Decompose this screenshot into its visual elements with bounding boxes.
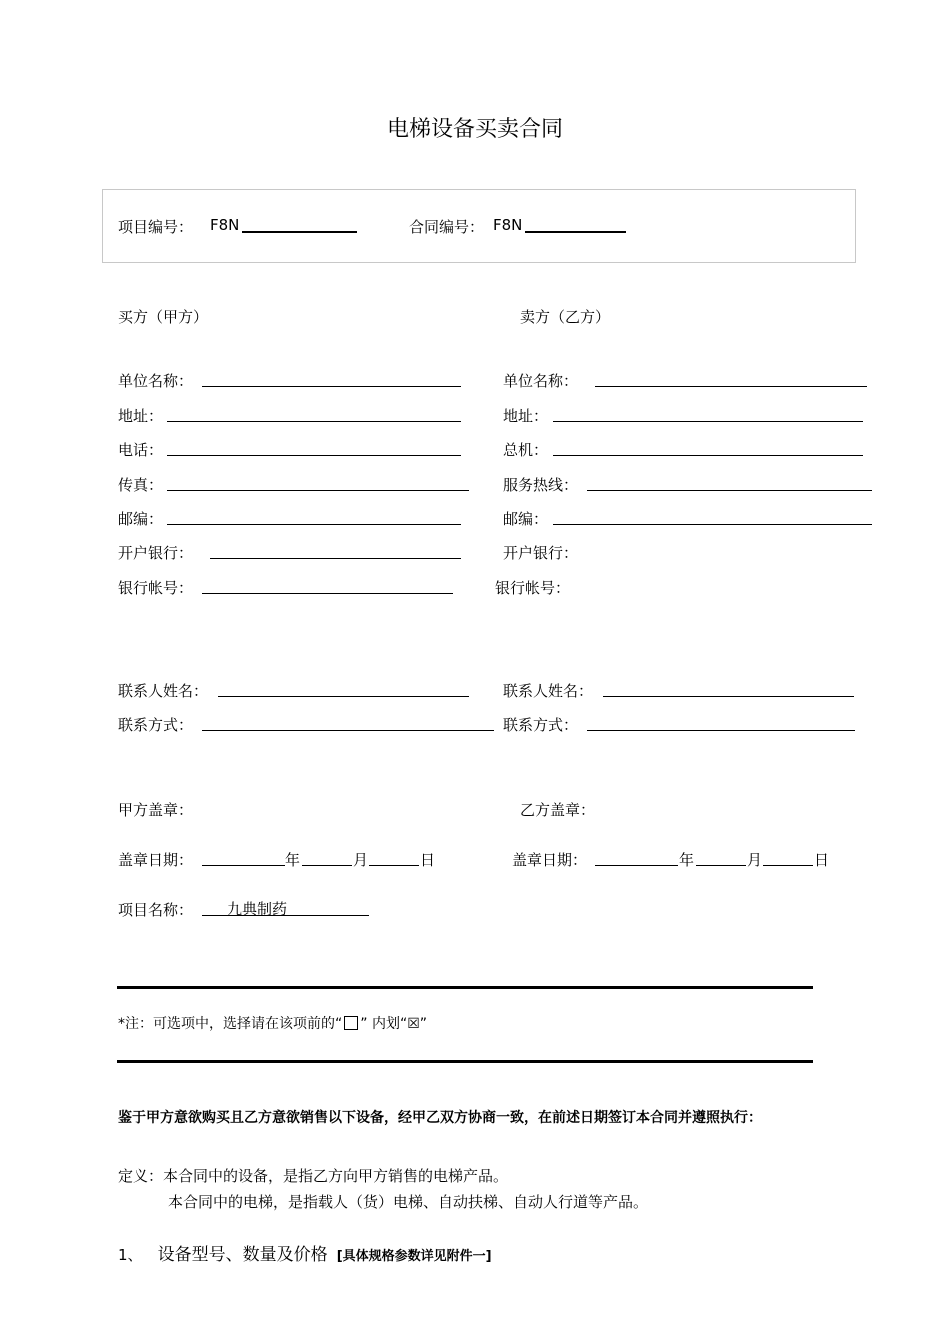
- seller-heading: 卖方（乙方）: [520, 308, 611, 326]
- buyer-seal-month-field[interactable]: [302, 865, 352, 866]
- seller-contact-method-label: 联系方式：: [503, 716, 579, 734]
- buyer-phone-field[interactable]: [167, 455, 461, 456]
- checkbox-checked-icon: ☒: [407, 1016, 420, 1032]
- buyer-postcode-label: 邮编：: [118, 510, 164, 528]
- definition-line-2: 本合同中的电梯，是指载人（货）电梯、自动扶梯、自动人行道等产品。: [168, 1193, 649, 1211]
- buyer-postcode-field[interactable]: [167, 524, 461, 525]
- section-1-note: [具体规格参数详见附件一]: [336, 1249, 492, 1264]
- seller-unit-field[interactable]: [595, 386, 867, 387]
- seller-contact-method-field[interactable]: [587, 730, 855, 731]
- section-1-heading: [118, 1240, 492, 1265]
- seller-bank-label: 开户银行：: [503, 544, 579, 562]
- buyer-bank-field[interactable]: [210, 558, 461, 559]
- seller-month-unit: 月: [747, 851, 763, 869]
- definition-line-1: 定义：本合同中的设备，是指乙方向甲方销售的电梯产品。: [118, 1167, 509, 1185]
- seller-seal-day-field[interactable]: [763, 865, 813, 866]
- seller-account-label: 银行帐号：: [495, 579, 571, 597]
- buyer-seal-label: 甲方盖章：: [118, 801, 194, 819]
- buyer-year-unit: 年: [285, 851, 301, 869]
- seller-hotline-label: 服务热线：: [503, 476, 579, 494]
- project-number-field[interactable]: [242, 231, 357, 233]
- buyer-fax-label: 传真：: [118, 476, 164, 494]
- buyer-bank-label: 开户银行：: [118, 544, 194, 562]
- seller-day-unit: 日: [814, 851, 830, 869]
- note-prefix: *注：可选项中，选择请在该项前的“: [118, 1016, 343, 1032]
- seller-switchboard-field[interactable]: [553, 455, 863, 456]
- section-1-title: 设备型号、数量及价格: [157, 1245, 328, 1265]
- document-title: 电梯设备买卖合同: [386, 117, 563, 142]
- seller-contact-name-field[interactable]: [603, 696, 854, 697]
- project-number-label: 项目编号：: [118, 218, 194, 236]
- buyer-unit-label: 单位名称：: [118, 372, 194, 390]
- buyer-heading: 买方（甲方）: [118, 308, 209, 326]
- buyer-contact-name-field[interactable]: [218, 696, 469, 697]
- buyer-address-label: 地址：: [118, 407, 164, 425]
- project-number-value: F8N: [210, 216, 240, 234]
- buyer-address-field[interactable]: [167, 421, 461, 422]
- seller-contact-name-label: 联系人姓名：: [503, 682, 594, 700]
- buyer-account-label: 银行帐号：: [118, 579, 194, 597]
- buyer-contact-method-label: 联系方式：: [118, 716, 194, 734]
- seller-address-field[interactable]: [553, 421, 863, 422]
- seller-address-label: 地址：: [503, 407, 549, 425]
- buyer-month-unit: 月: [353, 851, 369, 869]
- buyer-unit-field[interactable]: [202, 386, 461, 387]
- note-line: [118, 1013, 427, 1033]
- seller-switchboard-label: 总机：: [503, 441, 549, 459]
- seller-postcode-field[interactable]: [553, 524, 872, 525]
- project-name-value: 九典制药: [227, 900, 288, 918]
- seller-unit-label: 单位名称：: [503, 372, 579, 390]
- seller-seal-month-field[interactable]: [696, 865, 746, 866]
- seller-year-unit: 年: [679, 851, 695, 869]
- seller-postcode-label: 邮编：: [503, 510, 549, 528]
- checkbox-empty-icon: [344, 1016, 358, 1030]
- buyer-day-unit: 日: [420, 851, 436, 869]
- note-suffix: ”: [419, 1016, 428, 1032]
- contract-number-field[interactable]: [525, 231, 626, 233]
- contract-number-value: F8N: [493, 216, 523, 234]
- top-divider: [117, 986, 813, 989]
- project-name-label: 项目名称：: [118, 901, 194, 919]
- buyer-seal-day-field[interactable]: [369, 865, 419, 866]
- buyer-seal-year-field[interactable]: [202, 865, 285, 866]
- buyer-fax-field[interactable]: [167, 490, 469, 491]
- note-middle: ” 内划“: [360, 1016, 408, 1032]
- seller-seal-label: 乙方盖章：: [520, 801, 596, 819]
- buyer-seal-date-label: 盖章日期：: [118, 851, 194, 869]
- buyer-contact-name-label: 联系人姓名：: [118, 682, 209, 700]
- preamble: 鉴于甲方意欲购买且乙方意欲销售以下设备，经甲乙双方协商一致，在前述日期签订本合同并遵照执行：: [118, 1110, 762, 1126]
- seller-seal-date-label: 盖章日期：: [512, 851, 588, 869]
- buyer-contact-method-field[interactable]: [202, 730, 494, 731]
- seller-seal-year-field[interactable]: [595, 865, 678, 866]
- bottom-divider: [117, 1060, 813, 1063]
- contract-number-label: 合同编号：: [409, 218, 485, 236]
- buyer-phone-label: 电话：: [118, 441, 164, 459]
- buyer-account-field[interactable]: [202, 593, 453, 594]
- section-1-number: 1、: [118, 1246, 143, 1264]
- seller-hotline-field[interactable]: [587, 490, 872, 491]
